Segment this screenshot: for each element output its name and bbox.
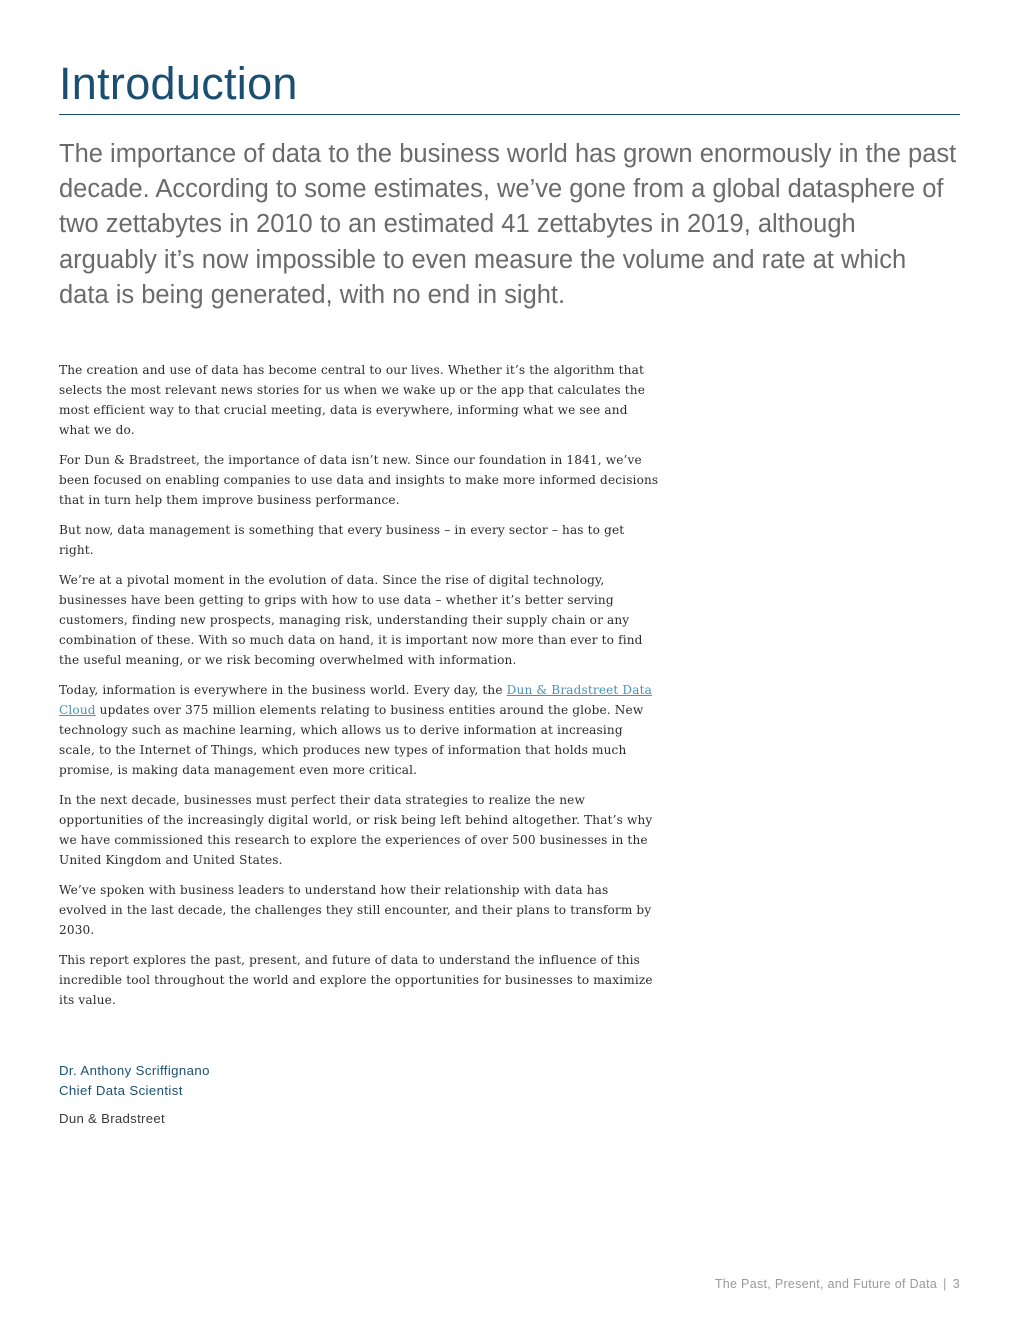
signature-role: Chief Data Scientist xyxy=(59,1083,183,1098)
body-paragraph-1: The creation and use of data has become central to our lives. Whether it’s the algorithm that selects the most relevant news stories for us when we wake up or the app that calculates the most efficient way to that crucial meeting, data is everywhere, informing what we see and what we do. xyxy=(59,363,646,437)
page-footer xyxy=(715,1275,960,1293)
body-paragraph-4: We’re at a pivotal moment in the evolution of data. Since the rise of digital technology, businesses have been getting to grips with how to use data – whether it’s better serving customers, finding new prospects, managing risk, understanding their supply chain or any combination of these. With so much data on hand, it is important now more than ever to find the useful meaning, or we risk becoming overwhelmed with information. xyxy=(59,573,643,667)
signature-organization: Dun & Bradstreet xyxy=(59,1111,165,1126)
body-paragraph-7: We’ve spoken with business leaders to understand how their relationship with data has evolved in the last decade, the challenges they still encounter, and their plans to transform by 2030. xyxy=(59,883,652,937)
body-paragraph-2: For Dun & Bradstreet, the importance of data isn’t new. Since our foundation in 1841, we’ve been focused on enabling companies to use data and insights to make more informed decisions that in turn help them improve business performance. xyxy=(59,453,659,507)
body-paragraph-8: This report explores the past, present, and future of data to understand the influence of this incredible tool throughout the world and explore the opportunities for businesses to maximize its value. xyxy=(59,953,653,1007)
data-cloud-link[interactable]: Dun & Bradstreet Data Cloud xyxy=(59,683,653,717)
body-text xyxy=(59,360,659,1020)
page-title: Introduction xyxy=(59,58,298,109)
body-paragraph-5-lead: Today, information is everywhere in the business world. Every day, the xyxy=(59,683,507,697)
body-paragraph-6: In the next decade, businesses must perfect their data strategies to realize the new opportunities of the increasingly digital world, or risk being left behind altogether. That’s why we have commissioned this research to explore the experiences of over 500 businesses in the United Kingdom and United States. xyxy=(59,793,653,867)
body-paragraph-3: But now, data management is something that every business – in every sector – has to get right. xyxy=(59,523,625,557)
lead-paragraph: The importance of data to the business world has grown enormously in the past decade. According to some estimates, we’ve gone from a global datasphere of two zettabytes in 2010 to an estimated 41 zettabytes in 2019, although arguably it’s now impossible to even measure the volume and rate at which data is being generated, with no end in sight. xyxy=(59,140,957,309)
title-divider xyxy=(59,114,960,115)
signature-name: Dr. Anthony Scriffignano xyxy=(59,1063,210,1078)
footer-separator: | xyxy=(943,1277,947,1291)
signature-block xyxy=(59,1061,459,1129)
footer-page-number: 3 xyxy=(952,1277,960,1291)
body-paragraph-5 xyxy=(59,680,659,780)
footer-document-title: The Past, Present, and Future of Data xyxy=(714,1277,938,1291)
body-paragraph-5-rest: updates over 375 million elements relating to business entities around the globe. New technology such as machine learning, which allows us to derive information at increasing scale, to the Internet of Things, which produces new types of information that holds much promise, is making data management even more critical. xyxy=(59,703,644,777)
